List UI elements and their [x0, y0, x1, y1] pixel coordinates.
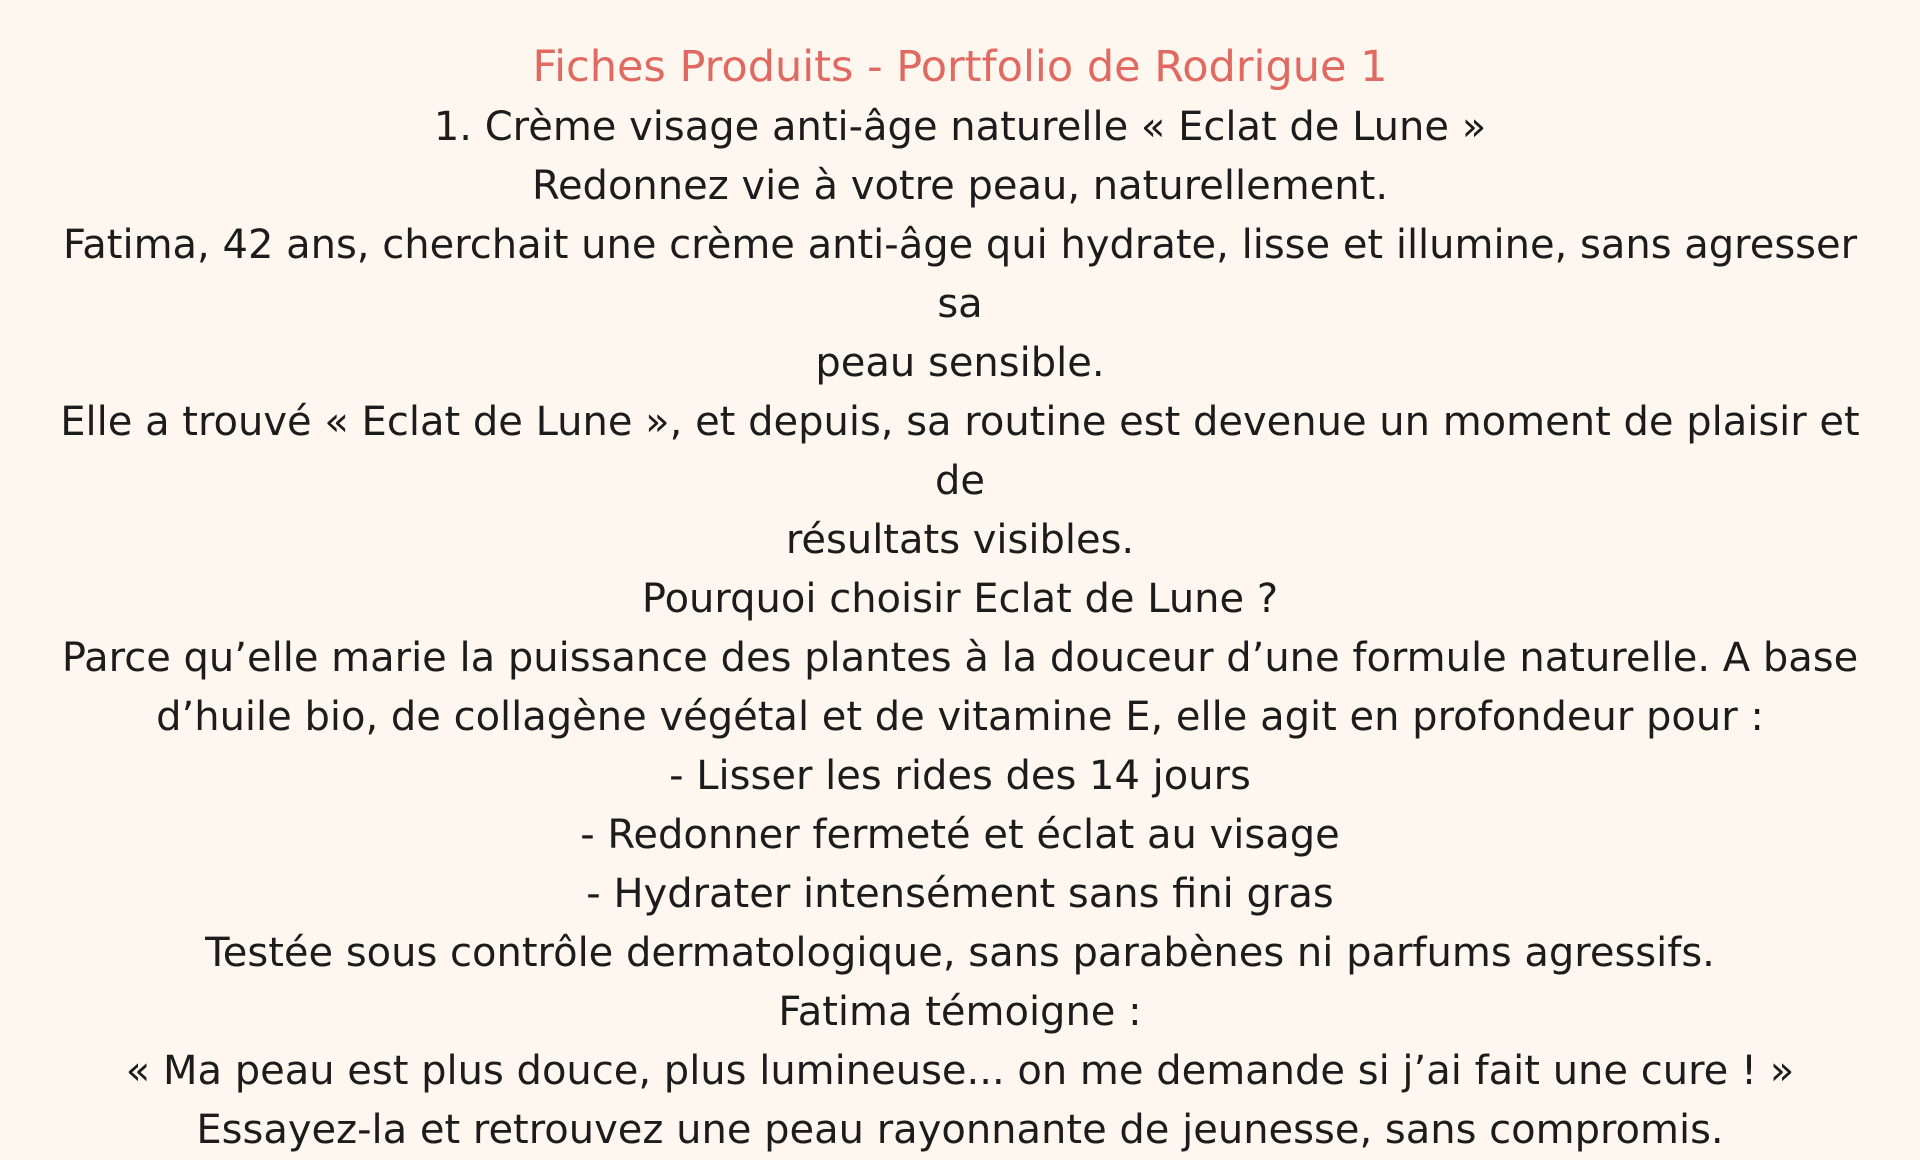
testimonial-quote: « Ma peau est plus douce, plus lumineuse... on me demande si j’ai fait une cure ! » — [125, 1048, 1795, 1094]
testing-note: Testée sous contrôle dermatologique, sans parabènes ni parfums agressifs. — [205, 930, 1715, 976]
why-choose-line-2: d’huile bio, de collagène végétal et de vitamine E, elle agit en profondeur pour : — [156, 694, 1764, 740]
why-choose-heading: Pourquoi choisir Eclat de Lune ? — [641, 576, 1279, 622]
page-title: Fiches Produits - Portfolio de Rodrigue 1 — [532, 42, 1388, 92]
product-heading: 1. Crème visage anti-âge naturelle « Eclat de Lune » — [433, 104, 1487, 150]
why-choose-line-1: Parce qu’elle marie la puissance des plantes à la douceur d’une formule naturelle. A base — [61, 635, 1859, 681]
product-description — [45, 98, 1875, 1160]
testimonial-intro: Fatima témoigne : — [778, 989, 1142, 1035]
benefit-item: - Redonner fermeté et éclat au visage — [580, 812, 1340, 858]
story-line-1: Fatima, 42 ans, cherchait une crème anti-âge qui hydrate, lisse et illumine, sans agresser sa — [62, 222, 1870, 327]
tagline: Redonnez vie à votre peau, naturellement. — [531, 163, 1389, 209]
story-line-4: résultats visibles. — [785, 517, 1135, 563]
closing-call-to-action: Essayez-la et retrouvez une peau rayonnante de jeunesse, sans compromis. — [196, 1107, 1724, 1153]
story-line-2: peau sensible. — [815, 340, 1105, 386]
story-line-3: Elle a trouvé « Eclat de Lune », et depuis, sa routine est devenue un moment de plaisir et de — [60, 399, 1873, 504]
benefit-item: - Lisser les rides des 14 jours — [669, 753, 1251, 799]
benefit-item: - Hydrater intensément sans fini gras — [586, 871, 1334, 917]
